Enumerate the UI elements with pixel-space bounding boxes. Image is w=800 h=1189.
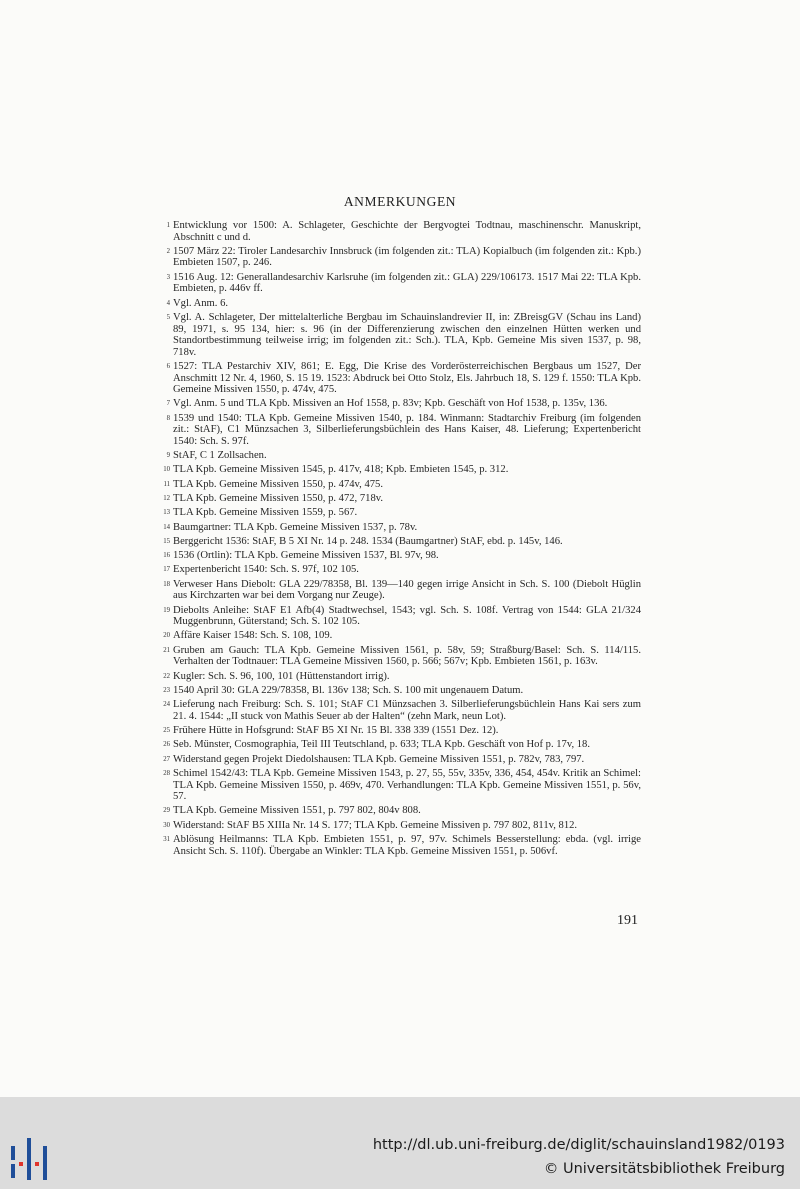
footnote-item (160, 768, 641, 803)
footnote-number: 27 (163, 755, 170, 763)
footnote-item (160, 398, 641, 410)
page-number: 191 (617, 913, 638, 928)
footnote-item (160, 246, 641, 269)
footnote-item (160, 754, 641, 766)
footnote-text: Schimel 1542/43: TLA Kpb. Gemeine Missiven 1543, p. 27, 55, 55v, 335v, 336, 454, 454v. Kritik an Schimel: TLA Kpb. Gemeine Missiven 1550, p. 469v, 470. Verhandlungen: TLA Kpb. Gemeine Missiven 1551, p. 56v, 57. (173, 767, 641, 803)
footnote-number: 6 (166, 362, 170, 370)
footnote-number: 17 (163, 566, 170, 574)
footnote-text: Entwicklung vor 1500: A. Schlageter, Geschichte der Bergvogtei Todtnau, maschinenschr. Manuskript, Abschnitt c und d. (173, 220, 641, 243)
footnote-item (160, 564, 641, 576)
footnote-number: 12 (163, 495, 170, 503)
footnote-item (160, 550, 641, 562)
footnote-item (160, 220, 641, 243)
footnote-number: 8 (166, 414, 170, 422)
footnote-number: 9 (166, 452, 170, 460)
footnote-number: 30 (163, 821, 170, 829)
footnote-item (160, 630, 641, 642)
footnote-text: Expertenbericht 1540: Sch. S. 97f, 102 105. (173, 564, 359, 576)
footnote-number: 22 (163, 672, 170, 680)
footnote-text: TLA Kpb. Gemeine Missiven 1559, p. 567. (173, 507, 358, 519)
footnote-text: Ablösung Heilmanns: TLA Kpb. Embieten 1551, p. 97, 97v. Schimels Besserstellung: ebda. (vgl. irrige Ansicht Sch. S. 110f). Übergabe an Winkler: TLA Kpb. Gemeine Missiven 1551, p. 506vf. (173, 833, 641, 857)
footnote-text: Widerstand: StAF B5 XIIIa Nr. 14 S. 177; TLA Kpb. Gemeine Missiven p. 797 802, 811v, 812. (173, 819, 578, 831)
footnote-number: 25 (163, 727, 170, 735)
footnote-number: 13 (163, 509, 170, 517)
footnote-text: Diebolts Anleihe: StAF E1 Afb(4) Stadtwechsel, 1543; vgl. Sch. S. 108f. Vertrag von 1544: GLA 21/324 Muggenbrunn, Güterstand; Sch. S. 102 105. (173, 604, 641, 628)
footnote-text: Seb. Münster, Cosmographia, Teil III Teutschland, p. 633; TLA Kpb. Geschäft von Hof p. 17v, 18. (173, 739, 590, 751)
footnote-item (160, 361, 641, 396)
footnote-number: 10 (163, 466, 170, 474)
footnote-number: 20 (163, 632, 170, 640)
footnote-number: 29 (163, 807, 170, 815)
footnote-item (160, 725, 641, 737)
footnote-list (160, 220, 641, 860)
footnote-number: 16 (163, 552, 170, 560)
footnote-text: 1540 April 30: GLA 229/78358, Bl. 136v 138; Sch. S. 100 mit ungenauem Datum. (173, 684, 524, 696)
footnote-text: TLA Kpb. Gemeine Missiven 1551, p. 797 802, 804v 808. (173, 805, 421, 817)
footnote-text: 1527: TLA Pestarchiv XIV, 861; E. Egg, Die Krise des Vorderösterreichischen Bergbaus um 1527, Der Anschmitt 12 Nr. 4, 1960, S. 15 19. 1523: Abdruck bei Otto Stolz, Els. Jahrbuch 18, S. 129 f. 1550: TLA Kpb. Gemeine Missiven 1550, p. 474v, 475. (173, 360, 641, 396)
footnote-text: 1507 März 22: Tiroler Landesarchiv Innsbruck (im folgenden zit.: TLA) Kopialbuch (im folgenden zit.: Kpb.) Embieten 1507, p. 246. (173, 245, 641, 269)
footnote-number: 26 (163, 741, 170, 749)
footnote-item (160, 579, 641, 602)
footnote-item (160, 820, 641, 832)
footnote-item (160, 805, 641, 817)
footnote-item (160, 685, 641, 697)
footnote-item (160, 298, 641, 310)
footnote-item (160, 536, 641, 548)
footnote-item (160, 493, 641, 505)
footnote-text: 1536 (Ortlin): TLA Kpb. Gemeine Missiven 1537, Bl. 97v, 98. (173, 550, 439, 562)
footnote-number: 24 (163, 701, 170, 709)
page-heading: ANMERKUNGEN (343, 194, 457, 209)
footnote-number: 11 (163, 480, 170, 488)
footnote-text: Gruben am Gauch: TLA Kpb. Gemeine Missiven 1561, p. 58v, 59; Straßburg/Basel: Sch. S. 114/115. Verhalten der Todtnauer: TLA Gemeine Missiven 1560, p. 566; 567v; Kpb. Embieten 1561, p. 163v. (173, 644, 641, 668)
footnote-text: Affäre Kaiser 1548: Sch. S. 108, 109. (173, 630, 333, 642)
footnote-number: 1 (166, 222, 170, 229)
footnote-item (160, 312, 641, 358)
footnote-text: Widerstand gegen Projekt Diedolshausen: TLA Kpb. Gemeine Missiven 1551, p. 782v, 783, 797. (173, 753, 585, 765)
footnote-item (160, 699, 641, 722)
source-url-link[interactable]: http://dl.ub.uni-freiburg.de/diglit/schauinsland1982/0193 (372, 1137, 785, 1153)
footnote-item (160, 479, 641, 491)
footnote-item (160, 450, 641, 462)
footnote-number: 31 (163, 835, 170, 843)
footnote-number: 14 (163, 523, 170, 531)
footnote-number: 18 (163, 580, 170, 588)
footnote-number: 21 (163, 646, 170, 654)
footnote-number: 15 (163, 537, 170, 545)
footnote-text: Lieferung nach Freiburg: Sch. S. 101; StAF C1 Münzsachen 3. Silberlieferungsbüchlein Hans Kai sers zum 21. 4. 1544: „II stuck von Mathis Seuer ab der Halten“ (zehn Mark, neun Lot). (173, 699, 641, 722)
footnote-item (160, 645, 641, 668)
footnote-text: Verweser Hans Diebolt: GLA 229/78358, Bl. 139—140 gegen irrige Ansicht in Sch. S. 100 (Diebolt Hüglin aus Kirchzarten war bei dem Vorgang nur Zeuge). (173, 578, 641, 602)
ub-freiburg-logo-icon (10, 1138, 52, 1180)
footnote-item (160, 413, 641, 448)
footnote-text: Kugler: Sch. S. 96, 100, 101 (Hüttenstandort irrig). (173, 670, 390, 682)
copyright-text: © Universitätsbibliothek Freiburg (543, 1161, 785, 1177)
footnote-text: TLA Kpb. Gemeine Missiven 1550, p. 472, 718v. (173, 493, 383, 505)
footnote-number: 23 (163, 686, 170, 694)
footnote-text: Vgl. Anm. 6. (173, 297, 229, 309)
footnote-number: 3 (166, 273, 170, 281)
footnote-text: Vgl. A. Schlageter, Der mittelalterliche Bergbau im Schauinslandrevier II, in: ZBreisgGV (Schau ins Land) 89, 1971, s. 95 134, hier: s. 96 (in der Differenzierung zwischen den einzelnen Hütten werken und Standortbestimmung teilweise irrig; im folgenden zit.: Sch.). TLA, Kpb. Gemeine Mis siven 1537, p. 98, 718v. (173, 311, 641, 358)
footnote-text: Berggericht 1536: StAF, B 5 XI Nr. 14 p. 248. 1534 (Baumgartner) StAF, ebd. p. 145v, 146. (173, 535, 563, 547)
footnote-item (160, 507, 641, 519)
footnote-item (160, 671, 641, 683)
footnote-number: 4 (166, 299, 170, 307)
footnote-item (160, 272, 641, 295)
footnote-text: 1539 und 1540: TLA Kpb. Gemeine Missiven 1540, p. 184. Winmann: Stadtarchiv Freiburg (im folgenden zit.: StAF), C1 Münzsachen 3, Silberlieferungsbüchlein des Hans Kaiser, 48. Lieferung; Expertenbericht 1540: Sch. S. 97f. (173, 412, 641, 447)
footnote-item (160, 522, 641, 534)
footnote-item (160, 834, 641, 857)
footnote-number: 5 (166, 313, 170, 321)
footnote-number: 19 (163, 606, 170, 614)
footnote-number: 28 (163, 769, 170, 777)
footnote-text: TLA Kpb. Gemeine Missiven 1545, p. 417v, 418; Kpb. Embieten 1545, p. 312. (173, 464, 509, 476)
footnote-item (160, 464, 641, 476)
footnote-number: 2 (166, 247, 170, 255)
footnote-number: 7 (166, 400, 170, 408)
footnote-item (160, 739, 641, 751)
footnote-text: TLA Kpb. Gemeine Missiven 1550, p. 474v, 475. (173, 478, 383, 490)
footnote-text: StAF, C 1 Zollsachen. (173, 450, 267, 462)
footnote-text: Frühere Hütte in Hofsgrund: StAF B5 XI Nr. 15 Bl. 338 339 (1551 Dez. 12). (173, 725, 499, 737)
footnote-text: 1516 Aug. 12: Generallandesarchiv Karlsruhe (im folgenden zit.: GLA) 229/106173. 1517 Mai 22: TLA Kpb. Embieten, p. 446v ff. (173, 271, 641, 295)
footnote-text: Baumgartner: TLA Kpb. Gemeine Missiven 1537, p. 78v. (173, 521, 418, 533)
footnote-item (160, 605, 641, 628)
footnote-text: Vgl. Anm. 5 und TLA Kpb. Missiven an Hof 1558, p. 83v; Kpb. Geschäft von Hof 1538, p. 135v, 136. (173, 398, 608, 410)
